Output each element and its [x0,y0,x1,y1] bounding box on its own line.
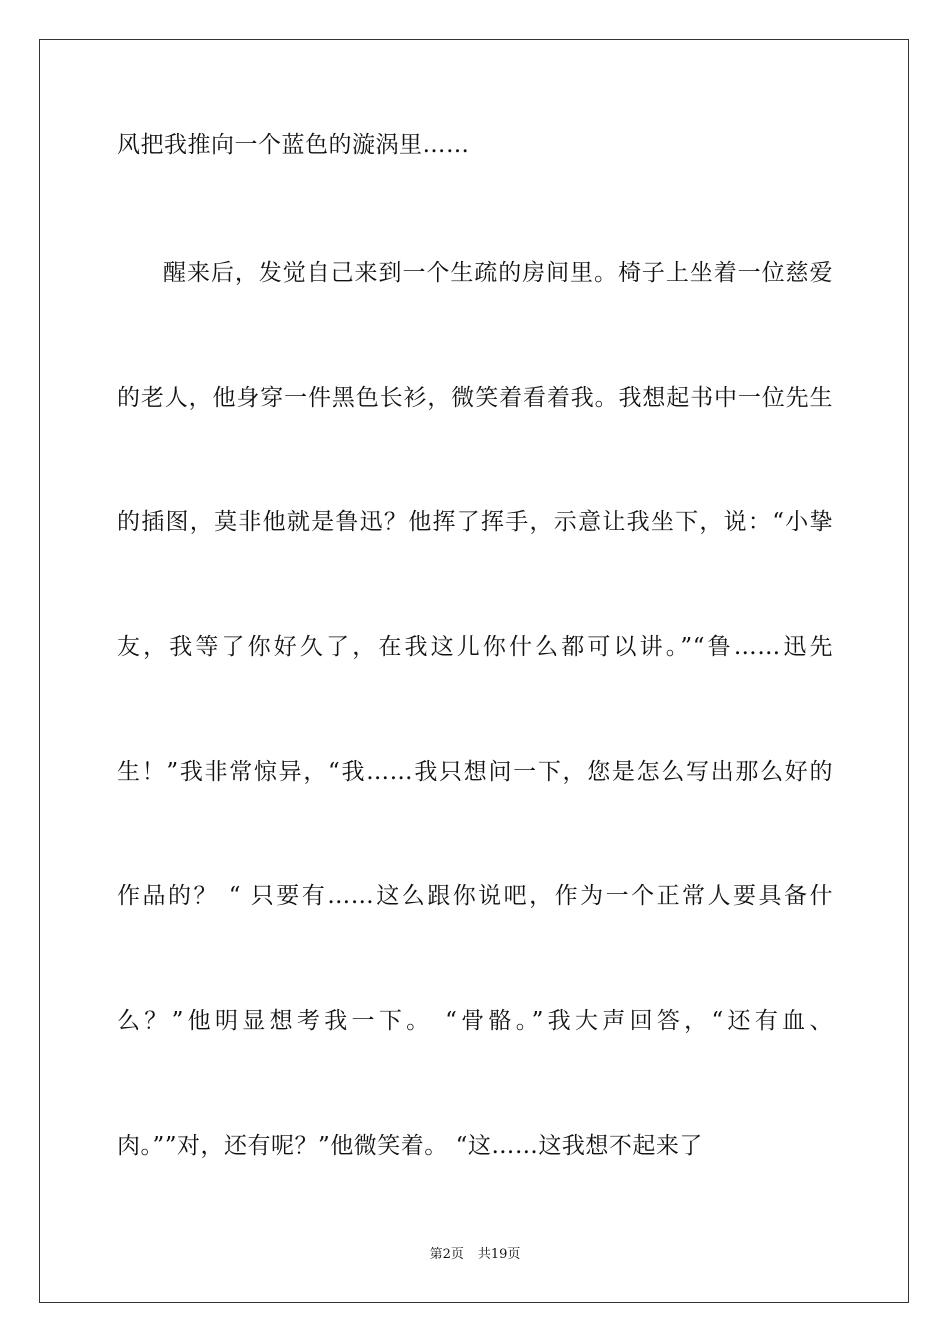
page-number: 第2页 [429,1247,464,1262]
page-border [39,39,909,1303]
page-footer [0,1246,950,1264]
text-line: 的插图，莫非他就是鲁迅？他挥了挥手，示意让我坐下，说：“小挚 [117,509,833,535]
text-line: 醒来后，发觉自己来到一个生疏的房间里。椅子上坐着一位慈爱 [163,260,833,286]
text-line: 作品的？ “ 只要有……这么跟你说吧，作为一个正常人要具备什 [117,883,833,909]
text-line: 的老人，他身穿一件黑色长衫，微笑着看着我。我想起书中一位先生 [117,385,833,411]
text-line: 风把我推向一个蓝色的漩涡里…… [117,132,470,158]
page-total: 共19页 [477,1247,521,1262]
text-line: 么？”他明显想考我一下。 “骨骼。”我大声回答，“还有血、 [117,1008,833,1034]
text-line: 友，我等了你好久了，在我这儿你什么都可以讲。”“鲁……迅先 [117,634,833,660]
text-line: 生！”我非常惊异，“我……我只想问一下，您是怎么写出那么好的 [117,759,833,785]
text-line: 肉。””对，还有呢？”他微笑着。 “这……这我想不起来了 [117,1133,703,1159]
